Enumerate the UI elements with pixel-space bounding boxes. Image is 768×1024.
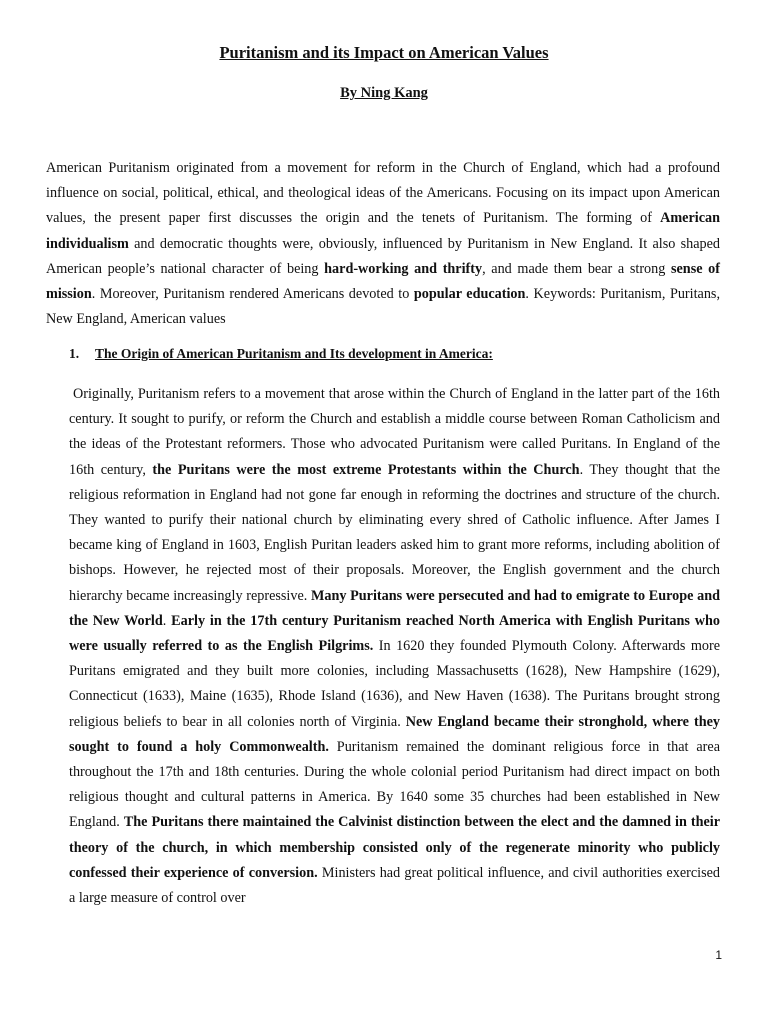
bold-text-run: Many Puritans were persecuted and had to emigrate to Europe and the New World (69, 587, 721, 629)
bold-text-run: American individualism (46, 210, 720, 252)
bold-text-run: New England became their stronghold, where they sought to found a holy Commonwealth. (69, 713, 720, 755)
bold-text-run: the Puritans were the most extreme Protestants within the Church (152, 461, 580, 478)
bold-text-run: The Puritans there maintained the Calvinist distinction between the elect and the damned in their theory of the church, in which membership consisted only of the regenerate minority who publicly confessed their experience of conversion. (69, 814, 720, 881)
section-1-heading (69, 346, 719, 362)
bold-text-run: hard-working and thrifty (324, 260, 483, 277)
document-title: Puritanism and its Impact on American Values (219, 43, 549, 62)
text-run: and democratic thoughts were, obviously, influenced by Puritanism in New England. It also shaped American people’s national character of being (46, 235, 720, 277)
text-run: Ministers had great political influence, and civil authorities exercised a large measure of control over (69, 864, 720, 907)
text-run: . They thought that the religious reformation in England had not gone far enough in reforming the doctrines and structure of the church. They wanted to purify their national church by eliminating every shred of Catholic influence. After James I became king of England in 1603, English Puritan leaders asked him to grant more reforms, including abolition of bishops. However, he rejected most of their proposals. Moreover, the English government and the church hierarchy became increasingly repressive. (69, 461, 721, 604)
section-1-heading-text: The Origin of American Puritanism and Its development in America: (95, 346, 493, 361)
text-run: . Moreover, Puritanism rendered Americans devoted to (91, 286, 414, 303)
text-run: Puritanism remained the dominant religious force in that area throughout the 17th and 18th centuries. During the whole colonial period Puritanism had direct impact on both religious thought and cultural patterns in America. By 1640 some 35 churches had been established in New England. (69, 738, 720, 831)
text-run: . Keywords: Puritanism, Puritans, New England, American values (46, 286, 721, 328)
section-1-number: 1. (69, 346, 80, 361)
text-run: American Puritanism originated from a movement for reform in the Church of England, which had a profound influence on social, political, ethical, and theological ideas of the Americans. Focusing on its impact upon American values, the present paper first discusses the origin and the tenets of Puritanism. The forming of (46, 160, 720, 227)
abstract-paragraph (46, 156, 720, 332)
bold-text-run: popular education (413, 286, 526, 303)
text-run: , and made them bear a strong (482, 260, 671, 277)
bold-text-run: sense of mission (46, 260, 720, 303)
bold-text-run: Early in the 17th century Puritanism reached North America with English Puritans who were usually referred to as the English Pilgrims. (69, 612, 721, 655)
page-number: 1 (715, 948, 722, 962)
document-author: By Ning Kang (340, 85, 428, 101)
text-run: In 1620 they founded Plymouth Colony. Afterwards more Puritans emigrated and they built more colonies, including Massachusetts (1628), New Hampshire (1629), Connecticut (1633), Maine (1635), Rhode Island (1636), and New Haven (1638). The Puritans brought strong religious beliefs to bear in all colonies north of Virginia. (69, 638, 720, 730)
section-1-paragraph (69, 382, 720, 911)
text-run: Originally, Puritanism refers to a movement that arose within the Church of England in the latter part of the 16th century. It sought to purify, or reform the Church and establish a middle course between Roman Catholicism and the ideas of the Protestant reformers. Those who advocated Puritanism were called Puritans. In England of the 16th century, (69, 386, 720, 478)
text-run: . (162, 612, 172, 629)
